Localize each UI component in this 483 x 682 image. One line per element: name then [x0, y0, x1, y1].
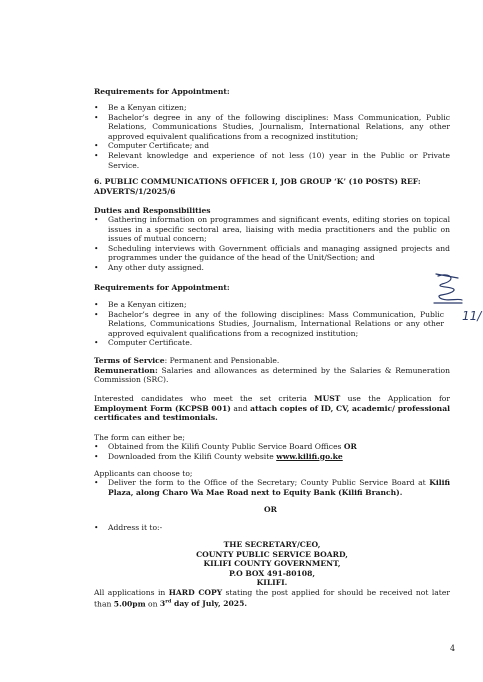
- list-item: • Computer Certificate; and: [94, 141, 450, 151]
- list-item: • Downloaded from the Kilifi County website www.kilifi.go.ke: [94, 452, 450, 462]
- list-item: • Be a Kenyan citizen;: [94, 103, 450, 113]
- terms-of-service: Terms of Service: Permanent and Pensionable. Remuneration: Salaries and allowances as determined by the Salaries & Remuneration Commission (SRC).: [94, 356, 450, 385]
- page-number: 4: [450, 644, 456, 653]
- list-item: • Be a Kenyan citizen;: [94, 300, 444, 310]
- list-item: • Bachelor’s degree in any of the following disciplines: Mass Communication, Public Relations, Communications Studies, Journalism, International Relations or any other approved equivalent qualifications from a recognized institution;: [94, 310, 444, 339]
- choose-intro: Applicants can choose to;: [94, 469, 193, 478]
- form-intro: The form can either be;: [94, 433, 185, 442]
- list-item: • Bachelor’s degree in any of the following disciplines: Mass Communication, Public Relations, Communications Studies, Journalism, International Relations, any other approved equivalent qualifications from a recognized institution;: [94, 113, 450, 142]
- duties-heading: Duties and Responsibilities: [94, 206, 211, 215]
- requirements-list-1: [94, 103, 450, 170]
- duties-list: [94, 215, 450, 273]
- requirements-heading-2: Requirements for Appointment:: [94, 283, 230, 292]
- list-item: • Relevant knowledge and experience of not less (10) year in the Public or Private Service.: [94, 151, 450, 170]
- application-instructions: Interested candidates who meet the set criteria MUST use the Application for Employment Form (KCPSB 001) and attach copies of ID, CV, academic/ professional certificates and testimonials.: [94, 394, 451, 423]
- list-item: • Gathering information on programmes and significant events, editing stories on topical issues in a specific sectoral area, liaising with media practitioners and the public on issues of mutual concern;: [94, 215, 450, 244]
- deadline-paragraph: All applications in HARD COPY stating the post applied for should be received not later than 5.00pm on 3rd day of July, 2025.: [94, 588, 450, 609]
- website-link[interactable]: www.kilifi.go.ke: [276, 451, 343, 461]
- list-item: • Obtained from the Kilifi County Public Service Board Offices OR: [94, 442, 450, 452]
- address-to-list: [94, 523, 450, 533]
- address-block: THE SECRETARY/CEO, COUNTY PUBLIC SERVICE BOARD, KILIFI COUNTY GOVERNMENT, P.O BOX 491-80108, KILIFI.: [196, 540, 348, 588]
- list-item: • Any other duty assigned.: [94, 263, 450, 273]
- list-item: • Computer Certificate.: [94, 338, 444, 348]
- list-item: • Scheduling interviews with Government officials and managing assigned projects and programmes under the guidance of the head of the Unit/Section; and: [94, 244, 450, 263]
- section-6-title: 6. PUBLIC COMMUNICATIONS OFFICER I, JOB GROUP ‘K’ (10 POSTS) REF: ADVERTS/1/2025/6: [94, 177, 421, 196]
- signature-mark: [428, 270, 468, 306]
- margin-handwritten-note: 11/: [462, 309, 482, 323]
- list-item: • Deliver the form to the Office of the Secretary; County Public Service Board at Kilifi Plaza, along Charo Wa Mae Road next to Equity Bank (Kilifi Branch).: [94, 478, 450, 497]
- delivery-list: [94, 478, 450, 497]
- list-item: • Address it to:-: [94, 523, 450, 533]
- form-options-list: [94, 442, 450, 461]
- or-separator: OR: [264, 505, 277, 514]
- requirements-heading-1: Requirements for Appointment:: [94, 87, 230, 96]
- requirements-list-2: [94, 300, 444, 348]
